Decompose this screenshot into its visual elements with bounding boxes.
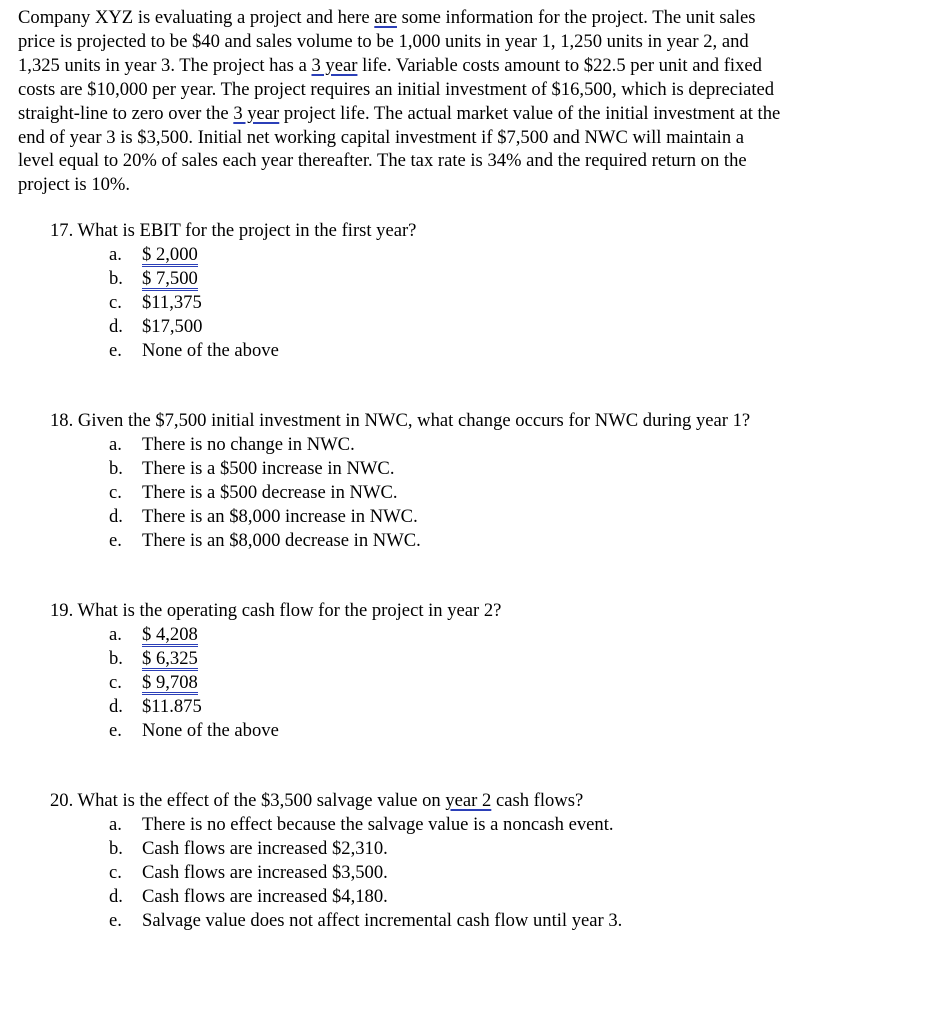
question-19 [50,599,910,743]
option-letter: c. [109,672,122,693]
option-text: None of the above [142,340,279,361]
option-item [50,837,910,861]
question-20 [50,789,910,933]
option-text: Salvage value does not affect incremental cash flow until year 3. [142,910,623,931]
options-list [50,433,910,553]
intro-line [18,126,918,150]
question-text-underlined: year 2 [445,790,492,811]
question-18 [50,409,910,553]
option-text: There is a $500 increase in NWC. [142,458,395,479]
intro-underlined: are [374,7,397,28]
option-item [50,647,910,671]
option-letter: d. [109,696,123,717]
intro-text: 1,325 units in year 3. The project has a [18,54,312,76]
option-item [50,909,910,933]
intro-underlined: 3 year [311,54,358,76]
intro-line [18,6,918,30]
option-text: None of the above [142,720,279,741]
question-17 [50,219,910,363]
option-item [50,291,910,315]
question-text [50,789,910,813]
options-list [50,813,910,933]
option-item [50,481,910,505]
question-text: 19. What is the operating cash flow for the project in year 2? [50,600,502,621]
intro-line [18,78,918,102]
intro-text: straight-line to zero over the [18,102,234,124]
options-list [50,243,910,363]
intro-text: project life. The actual market value of the initial investment at the [279,102,781,124]
question-text: 18. Given the $7,500 initial investment in NWC, what change occurs for NWC during year 1? [50,410,751,431]
option-letter: b. [109,458,123,479]
option-text: There is an $8,000 decrease in NWC. [142,530,421,551]
intro-line [18,102,918,126]
option-text: $ 9,708 [142,672,198,693]
option-letter: e. [109,910,122,931]
question-text-part: 20. What is the effect of the $3,500 salvage value on [50,790,446,811]
option-item [50,339,910,363]
option-text: There is no change in NWC. [142,434,355,455]
option-item [50,433,910,457]
option-item [50,457,910,481]
option-text: $ 6,325 [142,648,198,669]
intro-text: life. Variable costs amount to $22.5 per unit and fixed [357,54,762,76]
option-text: Cash flows are increased $2,310. [142,838,388,859]
option-letter: a. [109,244,122,265]
intro-text: end of year 3 is $3,500. Initial net working capital investment if $7,500 and NWC will maintain a [18,126,745,148]
intro-text: project is 10%. [18,174,131,196]
intro-text: costs are $10,000 per year. The project requires an initial investment of $16,500, which is depreciated [18,78,775,100]
option-letter: a. [109,814,122,835]
option-item [50,505,910,529]
option-text: $ 4,208 [142,624,198,645]
intro-line [18,30,918,54]
option-item [50,813,910,837]
option-letter: a. [109,624,122,645]
option-letter: c. [109,862,122,883]
option-letter: a. [109,434,122,455]
option-item [50,315,910,339]
option-item [50,623,910,647]
option-item [50,861,910,885]
option-item [50,267,910,291]
option-letter: d. [109,316,123,337]
option-letter: c. [109,482,122,503]
option-letter: e. [109,340,122,361]
question-text-part: cash flows? [491,790,584,811]
option-text: There is a $500 decrease in NWC. [142,482,398,503]
intro-line [18,54,918,78]
intro-text: Company XYZ is evaluating a project and here [18,7,375,28]
option-item [50,885,910,909]
option-letter: c. [109,292,122,313]
intro-text: price is projected to be $40 and sales volume to be 1,000 units in year 1, 1,250 units in year 2, and [18,30,749,52]
intro-line [18,149,918,173]
intro-underlined: 3 year [233,102,280,124]
intro-line [18,173,918,197]
question-text: 17. What is EBIT for the project in the first year? [50,220,417,241]
option-item [50,695,910,719]
option-letter: b. [109,648,123,669]
option-letter: b. [109,268,123,289]
option-text: $11.875 [142,696,202,717]
option-letter: b. [109,838,123,859]
option-item [50,719,910,743]
option-text: $ 7,500 [142,268,198,289]
intro-text: some information for the project. The unit sales [396,7,756,28]
option-text: $17,500 [142,316,203,337]
option-item [50,671,910,695]
option-letter: d. [109,886,123,907]
option-letter: e. [109,530,122,551]
option-text: $ 2,000 [142,244,198,265]
intro-text: level equal to 20% of sales each year thereafter. The tax rate is 34% and the required return on the [18,150,747,172]
option-text: There is an $8,000 increase in NWC. [142,506,418,527]
option-text: $11,375 [142,292,202,313]
option-item [50,529,910,553]
option-text: Cash flows are increased $3,500. [142,862,388,883]
option-item [50,243,910,267]
option-letter: e. [109,720,122,741]
options-list [50,623,910,743]
option-text: Cash flows are increased $4,180. [142,886,388,907]
option-letter: d. [109,506,123,527]
intro-paragraph [18,6,918,197]
option-text: There is no effect because the salvage value is a noncash event. [142,814,614,835]
